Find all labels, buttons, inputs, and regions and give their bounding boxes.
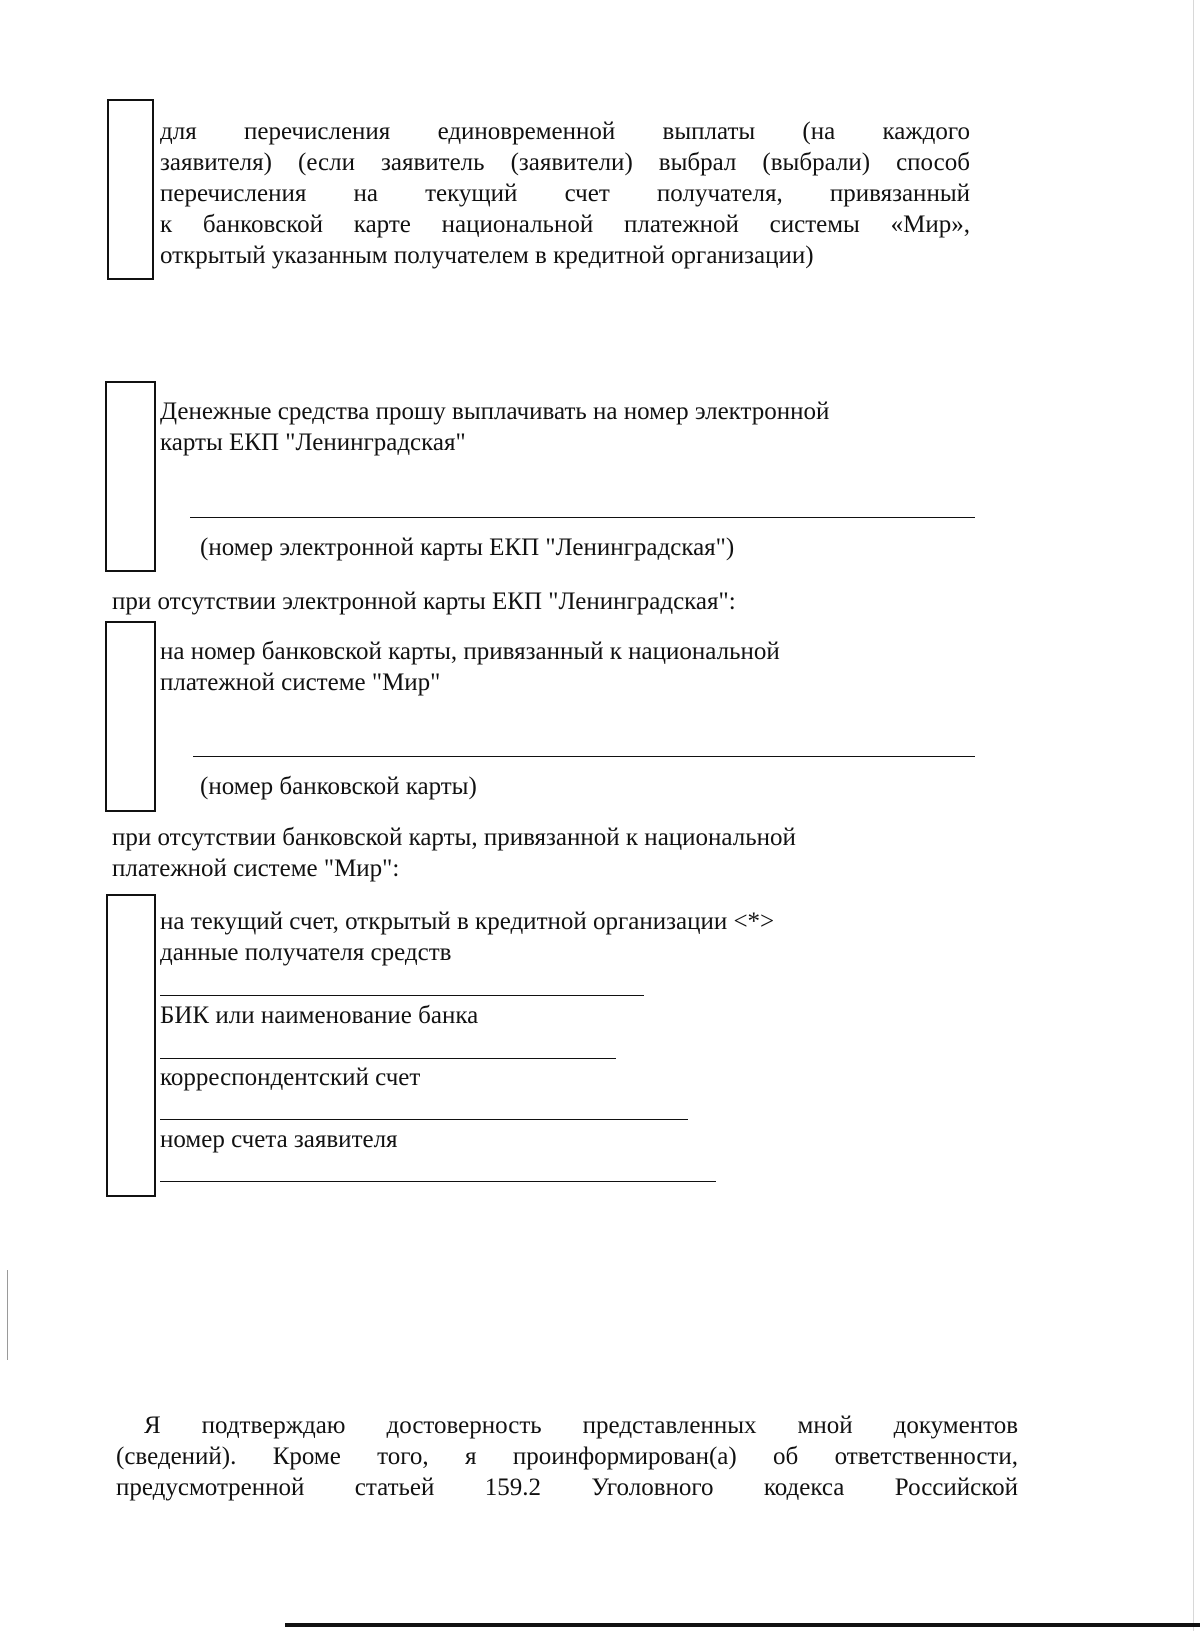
- bank-card-number-caption: (номер банковской карты): [200, 773, 477, 800]
- checkbox-current-account[interactable]: [106, 894, 156, 1197]
- text-line: карты ЕКП "Ленинградская": [160, 429, 466, 456]
- bank-card-number-field[interactable]: [193, 756, 975, 757]
- conditional-no-bank-card: [112, 822, 796, 884]
- text-line: для перечисления единовременной выплаты (на каждого: [160, 118, 970, 145]
- text-line: платежной системе "Мир":: [112, 855, 400, 882]
- checkbox-ekp-card[interactable]: [105, 381, 156, 572]
- ekp-card-number-caption: (номер электронной карты ЕКП "Ленинградская"): [200, 534, 735, 561]
- ekp-card-text: [160, 396, 829, 458]
- text-line: на текущий счет, открытый в кредитной организации <*>: [160, 908, 775, 935]
- text-line: заявителя) (если заявитель (заявители) выбрал (выбрали) способ: [160, 149, 970, 176]
- lump-sum-mir-text: [160, 116, 970, 271]
- text-line: предусмотренной статьей 159.2 Уголовного кодекса Российской: [116, 1474, 1018, 1501]
- conditional-no-ekp-card: при отсутствии электронной карты ЕКП "Ленинградская":: [112, 588, 736, 615]
- bank-bik-field[interactable]: [160, 995, 644, 996]
- scan-bottom-edge: [285, 1623, 1200, 1627]
- text-line: (сведений). Кроме того, я проинформирован(а) об ответственности,: [116, 1443, 1018, 1470]
- ekp-card-number-field[interactable]: [190, 517, 975, 518]
- bank-bik-label: БИК или наименование банка: [160, 1002, 479, 1029]
- text-line: Я подтверждаю достоверность представленных мной документов: [144, 1412, 1018, 1439]
- text-line: перечисления на текущий счет получателя, привязанный: [160, 180, 970, 207]
- scan-edge-left: [7, 1270, 8, 1360]
- text-line: данные получателя средств: [160, 939, 452, 966]
- current-account-text: [160, 906, 774, 968]
- text-line: Денежные средства прошу выплачивать на номер электронной: [160, 398, 830, 425]
- text-line: при отсутствии банковской карты, привязанной к национальной: [112, 824, 796, 851]
- checkbox-lump-sum-mir[interactable]: [107, 99, 154, 280]
- text-line: к банковской карте национальной платежной системы «Мир»,: [160, 211, 970, 238]
- declaration-paragraph: [116, 1410, 1018, 1503]
- text-line: на номер банковской карты, привязанный к национальной: [160, 638, 780, 665]
- correspondent-account-field[interactable]: [160, 1058, 616, 1059]
- bank-card-mir-text: [160, 636, 780, 698]
- checkbox-bank-card-mir[interactable]: [105, 621, 156, 812]
- applicant-account-label: номер счета заявителя: [160, 1126, 398, 1153]
- applicant-account-number-line[interactable]: [160, 1181, 716, 1182]
- applicant-account-field[interactable]: [160, 1119, 688, 1120]
- scan-edge-right: [1193, 0, 1194, 1631]
- text-line: открытый указанным получателем в кредитной организации): [160, 242, 814, 269]
- correspondent-account-label: корреспондентский счет: [160, 1064, 421, 1091]
- text-line: платежной системе "Мир": [160, 669, 441, 696]
